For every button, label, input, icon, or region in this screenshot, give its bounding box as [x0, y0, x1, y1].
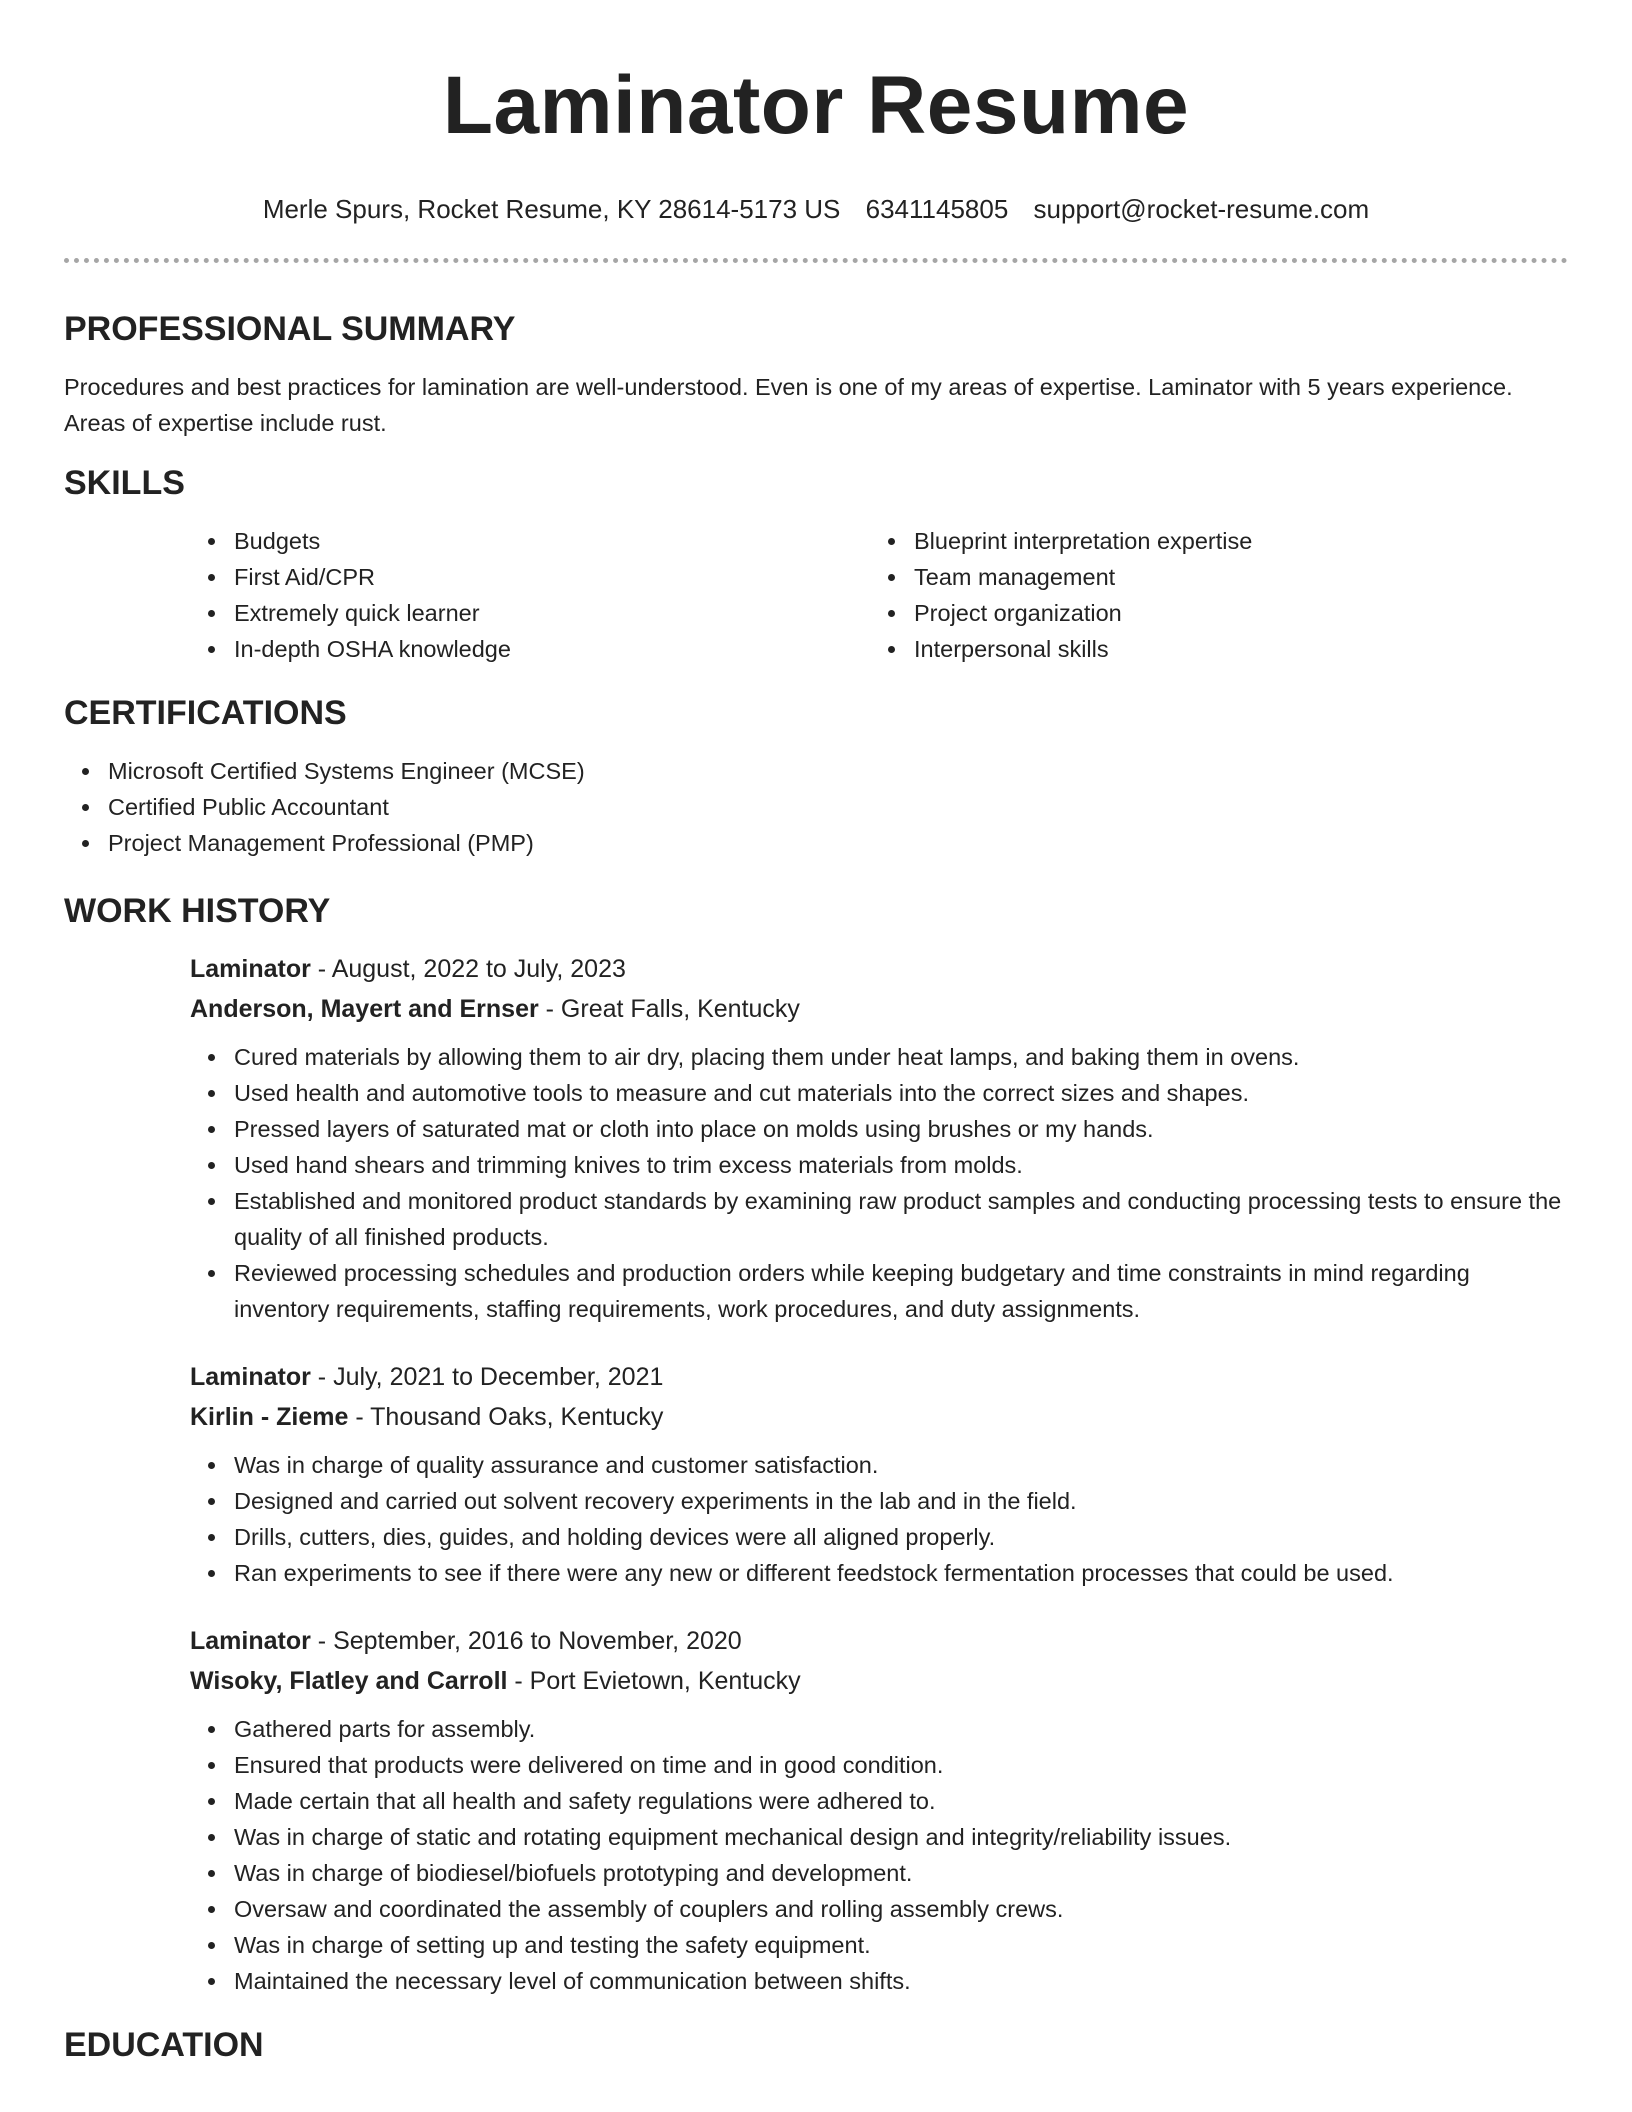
- certifications-list: [64, 753, 1568, 861]
- job-bullet: Established and monitored product standards by examining raw product samples and conducting processing tests to ensure the quality of all finished products.: [190, 1183, 1568, 1255]
- skills-section: [64, 463, 1568, 667]
- job-company: Wisoky, Flatley and Carroll: [190, 1667, 508, 1695]
- job-location: - Port Evietown, Kentucky: [507, 1667, 801, 1695]
- section-heading-certifications: CERTIFICATIONS: [64, 694, 347, 732]
- job-bullets: [190, 1711, 1568, 1999]
- job-dates: - September, 2016 to November, 2020: [310, 1627, 742, 1655]
- job-entry: [190, 1357, 1568, 1591]
- contact-phone: 6341145805: [865, 194, 1009, 224]
- skill-item: Team management: [870, 559, 1550, 595]
- skill-item: Interpersonal skills: [870, 631, 1550, 667]
- contact-email: support@rocket-resume.com: [1033, 194, 1370, 224]
- section-heading-work-history: WORK HISTORY: [64, 892, 331, 930]
- work-history-section: [64, 891, 1568, 1999]
- job-bullet: Designed and carried out solvent recovery experiments in the lab and in the field.: [190, 1483, 1568, 1519]
- job-company-line: [190, 1397, 1568, 1437]
- contact-line: [64, 194, 1568, 224]
- job-company-line: [190, 989, 1568, 1029]
- job-bullets: [190, 1447, 1568, 1591]
- skill-item: Project organization: [870, 595, 1550, 631]
- summary-text: Procedures and best practices for lamination are well-understood. Even is one of my areas of expertise. Laminator with 5 years experience. Areas of expertise include rust.: [64, 374, 1513, 436]
- job-entry: [190, 949, 1568, 1327]
- education-section: [64, 2025, 1568, 2065]
- job-bullet: Ensured that products were delivered on time and in good condition.: [190, 1747, 1568, 1783]
- skill-item: Budgets: [190, 523, 870, 559]
- job-bullet: Pressed layers of saturated mat or cloth into place on molds using brushes or my hands.: [190, 1111, 1568, 1147]
- certification-item: Project Management Professional (PMP): [64, 825, 1568, 861]
- job-bullet: Gathered parts for assembly.: [190, 1711, 1568, 1747]
- job-entry: [190, 1621, 1568, 1999]
- section-heading-education: EDUCATION: [64, 2026, 264, 2064]
- job-title: Laminator: [190, 955, 311, 983]
- job-bullet: Was in charge of biodiesel/biofuels prototyping and development.: [190, 1855, 1568, 1891]
- job-company: Anderson, Mayert and Ernser: [190, 995, 539, 1023]
- job-title-line: [190, 949, 1568, 989]
- skills-columns: [190, 523, 1568, 667]
- job-title: Laminator: [190, 1627, 311, 1655]
- job-bullet: Maintained the necessary level of communication between shifts.: [190, 1963, 1568, 1999]
- job-bullet: Ran experiments to see if there were any new or different feedstock fermentation processes that could be used.: [190, 1555, 1568, 1591]
- job-bullet: Cured materials by allowing them to air dry, placing them under heat lamps, and baking them in ovens.: [190, 1039, 1568, 1075]
- certification-item: Certified Public Accountant: [64, 789, 1568, 825]
- job-dates: - August, 2022 to July, 2023: [310, 955, 626, 983]
- contact-address: Merle Spurs, Rocket Resume, KY 28614-5173 US: [262, 194, 841, 224]
- certification-item: Microsoft Certified Systems Engineer (MCSE): [64, 753, 1568, 789]
- job-company-line: [190, 1661, 1568, 1701]
- skill-item: Extremely quick learner: [190, 595, 870, 631]
- job-bullet: Oversaw and coordinated the assembly of couplers and rolling assembly crews.: [190, 1891, 1568, 1927]
- skill-item: First Aid/CPR: [190, 559, 870, 595]
- header-divider: [64, 258, 1568, 263]
- job-bullet: Used health and automotive tools to measure and cut materials into the correct sizes and shapes.: [190, 1075, 1568, 1111]
- job-location: - Thousand Oaks, Kentucky: [348, 1403, 664, 1431]
- job-bullet: Was in charge of setting up and testing the safety equipment.: [190, 1927, 1568, 1963]
- certifications-section: [64, 693, 1568, 861]
- job-title-line: [190, 1621, 1568, 1661]
- resume-title: Laminator Resume: [442, 60, 1190, 151]
- job-bullet: Was in charge of static and rotating equipment mechanical design and integrity/reliability issues.: [190, 1819, 1568, 1855]
- skill-item: Blueprint interpretation expertise: [870, 523, 1550, 559]
- skill-item: In-depth OSHA knowledge: [190, 631, 870, 667]
- job-bullet: Used hand shears and trimming knives to trim excess materials from molds.: [190, 1147, 1568, 1183]
- job-bullets: [190, 1039, 1568, 1327]
- job-company: Kirlin - Zieme: [190, 1403, 349, 1431]
- skills-list-right: [870, 523, 1550, 667]
- job-title-line: [190, 1357, 1568, 1397]
- job-dates: - July, 2021 to December, 2021: [310, 1363, 664, 1391]
- summary-section: [64, 309, 1568, 441]
- job-bullet: Made certain that all health and safety regulations were adhered to.: [190, 1783, 1568, 1819]
- job-title: Laminator: [190, 1363, 311, 1391]
- job-bullet: Reviewed processing schedules and production orders while keeping budgetary and time constraints in mind regarding inventory requirements, staffing requirements, work procedures, and duty assignments.: [190, 1255, 1568, 1327]
- job-location: - Great Falls, Kentucky: [538, 995, 800, 1023]
- section-heading-summary: PROFESSIONAL SUMMARY: [64, 310, 516, 348]
- job-bullet: Was in charge of quality assurance and customer satisfaction.: [190, 1447, 1568, 1483]
- section-heading-skills: SKILLS: [64, 464, 185, 502]
- job-bullet: Drills, cutters, dies, guides, and holding devices were all aligned properly.: [190, 1519, 1568, 1555]
- skills-list-left: [190, 523, 870, 667]
